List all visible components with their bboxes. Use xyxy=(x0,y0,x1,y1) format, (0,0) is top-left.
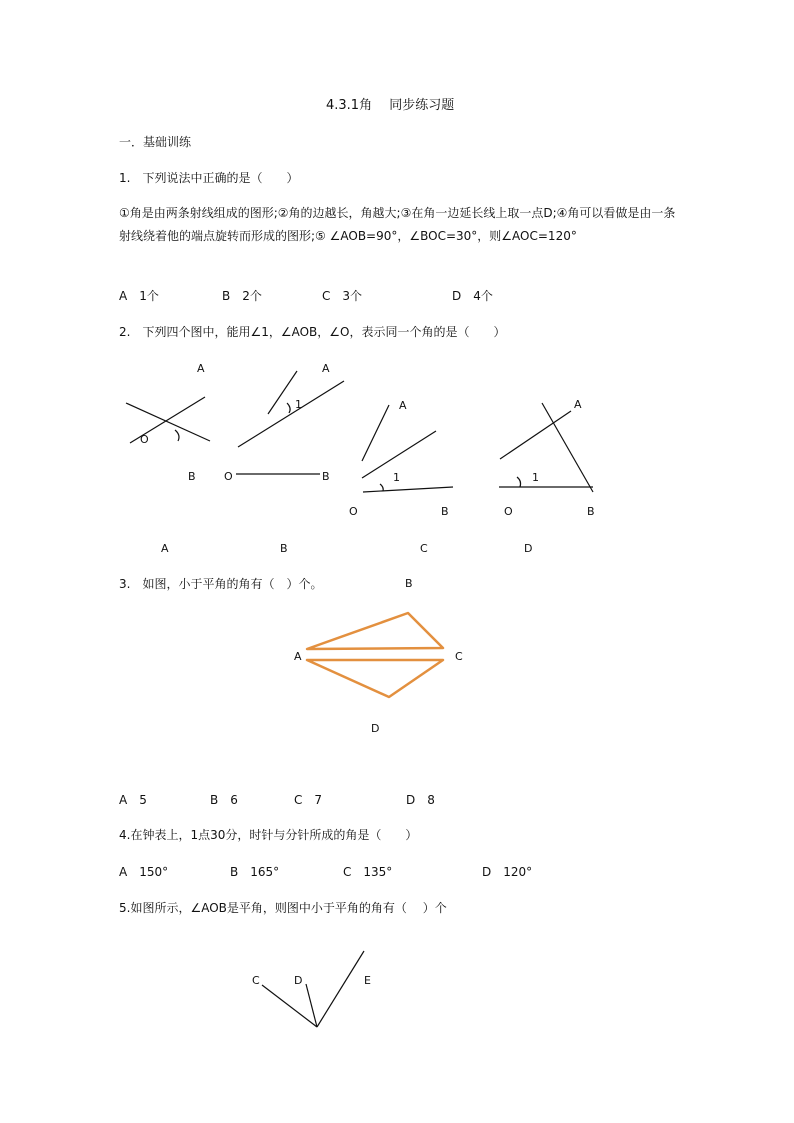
q2-caption-b: B xyxy=(280,542,288,555)
q1-option-b: B 2个 xyxy=(222,289,262,303)
q2-fig-c-label-b: B xyxy=(441,505,449,518)
q2-fig-b-label-b: B xyxy=(322,470,330,483)
q2-fig-d-label-b: B xyxy=(587,505,595,518)
q3-option-d: D 8 xyxy=(406,793,435,807)
q5-figure xyxy=(262,951,364,1027)
q1-option-d: D 4个 xyxy=(452,289,493,303)
page-title: 4.3.1角 同步练习题 xyxy=(326,98,455,113)
q2-caption-a: A xyxy=(161,542,169,555)
section-heading: 一．基础训练 xyxy=(119,135,192,149)
q2-fig-c-label-o: O xyxy=(349,505,358,518)
q3-option-a: A 5 xyxy=(119,793,147,807)
q2-fig-b-label-o: O xyxy=(224,470,233,483)
q2-figure-c xyxy=(362,405,453,492)
q2-fig-d-label-a: A xyxy=(574,398,582,411)
q2-figure-b xyxy=(236,371,344,474)
q2-fig-d-label-o: O xyxy=(504,505,513,518)
q3-label-b: B xyxy=(405,577,413,590)
q3-stem: 3. 如图，小于平角的角有（ ）个。 xyxy=(119,577,323,591)
q2-fig-b-label-a: A xyxy=(322,362,330,375)
q3-label-c: C xyxy=(455,650,463,663)
q2-caption-d: D xyxy=(524,542,533,555)
q2-fig-d-label-1: 1 xyxy=(532,471,539,484)
q2-fig-b-label-1: 1 xyxy=(295,398,302,411)
q2-fig-a-label-a: A xyxy=(197,362,205,375)
q2-fig-a-label-o: O xyxy=(140,433,149,446)
q2-caption-c: C xyxy=(420,542,428,555)
q4-option-a: A 150° xyxy=(119,865,169,879)
q4-option-c: C 135° xyxy=(343,865,393,879)
q3-option-c: C 7 xyxy=(294,793,323,807)
q3-label-a: A xyxy=(294,650,302,663)
q3-figure xyxy=(307,613,443,697)
q2-fig-a-label-b: B xyxy=(188,470,196,483)
q2-fig-c-label-1: 1 xyxy=(393,471,400,484)
q2-stem: 2. 下列四个图中，能用∠1，∠AOB，∠O，表示同一个角的是（ ） xyxy=(119,325,506,339)
q1-stem: 1. 下列说法中正确的是（ ） xyxy=(119,171,299,185)
q4-option-d: D 120° xyxy=(482,865,533,879)
q4-stem: 4.在钟表上，1点30分，时针与分针所成的角是（ ） xyxy=(119,828,418,842)
q5-label-c: C xyxy=(252,974,260,987)
q3-label-d: D xyxy=(371,722,380,735)
q3-option-b: B 6 xyxy=(210,793,238,807)
q5-label-d: D xyxy=(294,974,303,987)
q5-stem: 5.如图所示，∠AOB是平角，则图中小于平角的角有（ ）个 xyxy=(119,901,447,915)
q1-option-a: A 1个 xyxy=(119,289,159,303)
q4-option-b: B 165° xyxy=(230,865,280,879)
q2-figure-a xyxy=(126,397,210,443)
q1-option-c: C 3个 xyxy=(322,289,363,303)
q5-label-e: E xyxy=(364,974,371,987)
q2-fig-c-label-a: A xyxy=(399,399,407,412)
q2-figure-d xyxy=(499,403,593,492)
q1-body: ①角是由两条射线组成的图形;②角的边越长，角越大;③在角一边延长线上取一点D;④角可以看做是由一条射线绕着他的端点旋转而形成的图形;⑤ ∠AOB=90°，∠BOC=30°，则∠AOC=120° xyxy=(119,206,676,243)
